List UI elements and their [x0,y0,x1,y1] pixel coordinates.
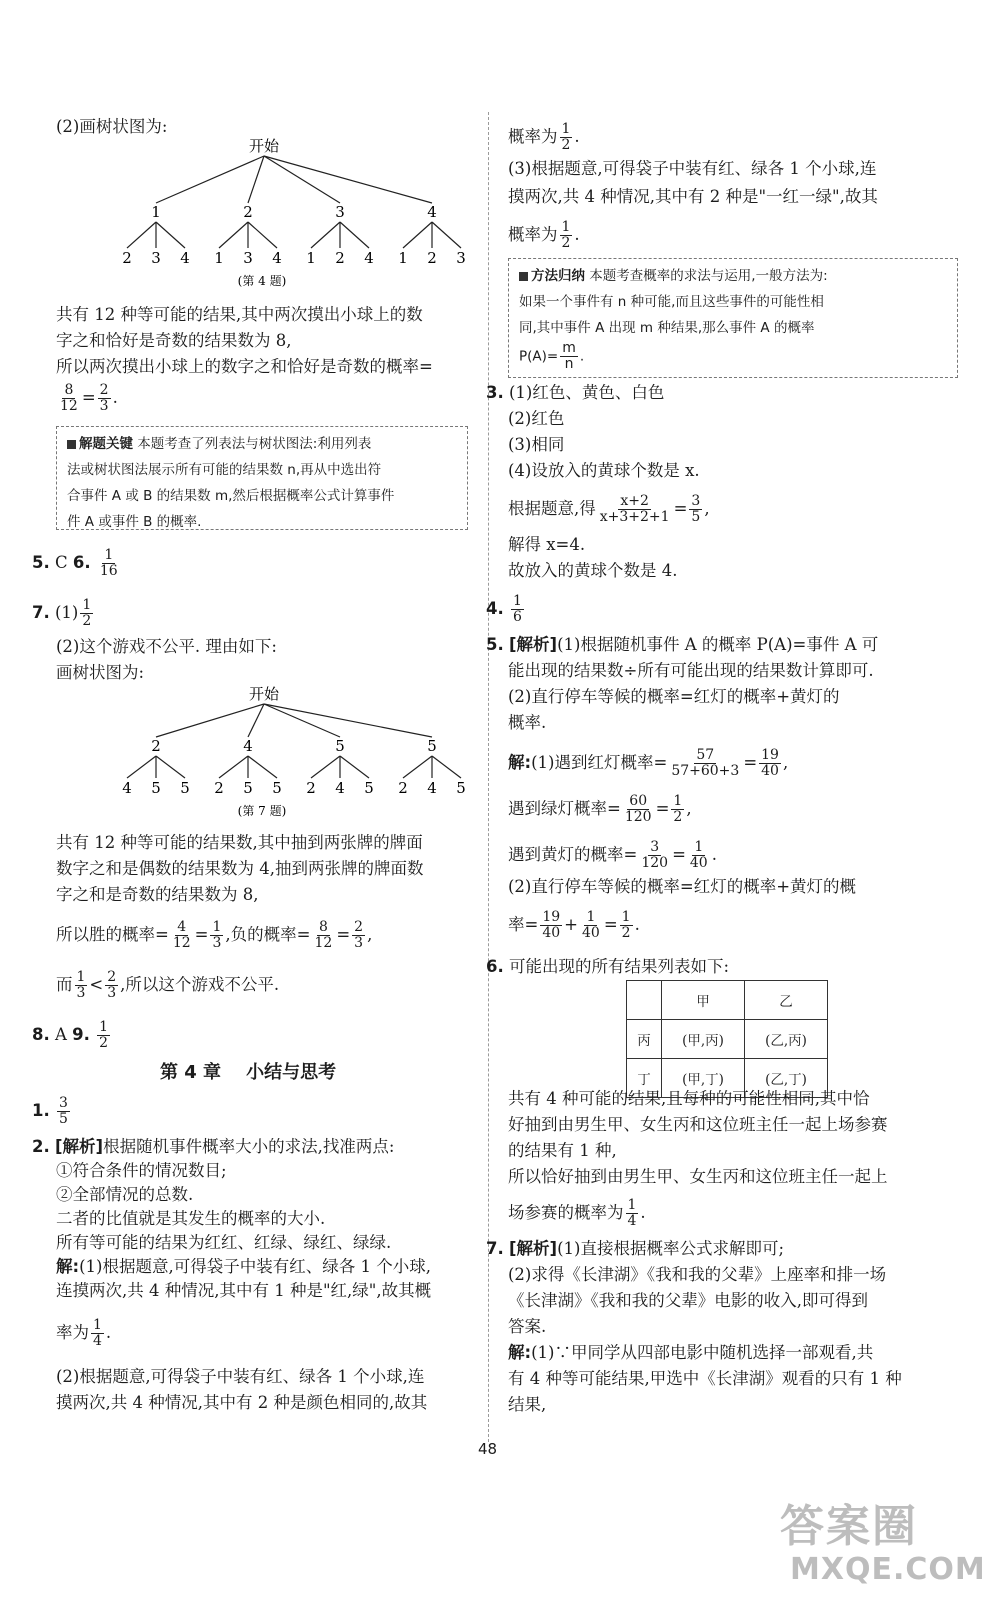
formula-line: 率为 $\frac{1}{4}$ . [56,1317,112,1349]
tree-branch [403,222,432,248]
tree-branch [156,704,264,737]
tree-branch [264,156,340,203]
square-bullet-icon [67,440,76,449]
table-cell [627,981,662,1020]
tree-leaf-label: 5 [151,779,161,797]
table-row [627,1020,828,1059]
table-cell: 乙 [745,981,828,1020]
table-cell: 甲 [662,981,745,1020]
tree-leaf-label: 2 [335,249,345,267]
tree-leaf-label: 5 [243,779,253,797]
text-line: 结果, [508,1395,547,1414]
text-line: (4)设放入的黄球个数是 x. [508,461,700,480]
formula-line: 概率为 $\frac{1}{2}$ . [508,219,580,251]
text-line: 画树状图为: [56,663,145,682]
formula-line: 率= $\frac{19}{40}$ + $\frac{1}{40}$ = $\frac{1}{2}$ . [508,909,640,941]
text-line: ①符合条件的情况数目; [56,1161,227,1180]
tree-branch [156,756,185,778]
fraction: $\frac{1}{16}$ [99,547,118,579]
tree-branch [219,756,248,778]
text-line: 解:(1)根据题意,可得袋子中装有红、绿各 1 个小球, [56,1257,431,1276]
tree-branch [340,222,369,248]
tree-node-label: 5 [427,737,437,755]
text-line: 《长津湖》《我和我的父辈》电影的收入,即可得到 [508,1291,868,1310]
text-line: (2)画树状图为: [56,117,168,136]
tree-leaf-label: 4 [180,249,190,267]
tree-branch [403,756,432,778]
answer-line-q5: 5. [解析](1)根据随机事件 A 的概率 P(A)=事件 A 可 [486,635,879,654]
text-line: 所以恰好抽到由男生甲、女生丙和这位班主任一起上 [508,1167,888,1186]
key-points-box: 解题关键 本题考查了列表法与树状图法:利用列表 法或树状图法展示所有可能的结果数 n,再从中选出符 合事件 A 或 B 的结果数 m,然后根据概率公式计算事件 件 A 或事件 B 的概率. [56,426,468,530]
answer-line-c1: 1. $\frac{3}{5}$ [32,1095,68,1127]
tree-node-label: 2 [151,737,161,755]
page-number: 48 [478,1440,498,1458]
tree-branch [264,704,340,737]
text-line: (2)求得《长津湖》《我和我的父辈》上座率和排一场 [508,1265,887,1284]
tree-branch [156,222,185,248]
table-cell: (甲,丙) [662,1020,745,1059]
text-line: 所以两次摸出小球上的数字之和恰好是奇数的概率= [56,357,433,376]
tree-leaf-label: 4 [364,249,374,267]
table-row [627,981,828,1020]
text-line: 共有 12 种等可能的结果数,其中抽到两张牌的牌面 [56,833,423,852]
answer-line-8-9: 8. A 9. $\frac{1}{2}$ [32,1019,109,1051]
tree-root-label: 开始 [248,685,280,703]
formula-line: 遇到绿灯概率= $\frac{60}{120}$ = $\frac{1}{2}$ , [508,793,692,825]
tree-branch [264,704,432,737]
text-line: 解:(1)∵甲同学从四部电影中随机选择一部观看,共 [508,1343,874,1362]
tree-leaf-label: 1 [306,249,316,267]
tree-branch [432,756,461,778]
tree-leaf-label: 1 [398,249,408,267]
formula-line: $\frac{8}{12}$ = $\frac{2}{3}$ . [60,382,118,414]
text-line: 的结果有 1 种, [508,1141,617,1160]
tree-root-label: 开始 [248,137,280,155]
text-line: (2)直行停车等候的概率=红灯的概率+黄灯的 [508,687,840,706]
tree-caption: (第 7 题) [237,804,287,818]
fraction: $\frac{2}{3}$ [99,382,109,414]
watermark-text: 答案圈 [780,1501,918,1552]
tree-branch [127,756,156,778]
text-line: 连摸两次,共 4 种情况,其中有 1 种是"红,绿",故其概 [56,1281,432,1300]
tree-branch [432,222,461,248]
tree-leaf-label: 2 [122,249,132,267]
tree-node-label: 3 [335,203,345,221]
fraction: $\frac{1}{2}$ [82,597,92,629]
tree-leaf-label: 4 [335,779,345,797]
text-line: (3)相同 [508,435,565,454]
text-line: 概率. [508,713,547,732]
tree-branch [248,756,277,778]
tree-leaf-label: 5 [272,779,282,797]
text-line: (2)这个游戏不公平. 理由如下: [56,637,277,656]
table-cell: (甲,丁) [662,1059,745,1098]
watermark-logo [780,1490,990,1595]
tree-caption: (第 4 题) [237,274,287,288]
tree-branch [311,222,340,248]
tree-leaf-label: 3 [243,249,253,267]
tree-branch [127,222,156,248]
tree-leaf-label: 5 [180,779,190,797]
tree-node-label: 1 [151,203,161,221]
formula-line: 遇到黄灯的概率= $\frac{3}{120}$ = $\frac{1}{40}$ . [508,839,717,871]
text-line: 字之和是奇数的结果数为 8, [56,885,259,904]
text-line: 答案. [508,1317,547,1336]
text-line: 共有 4 种可能的结果,且每种的可能性相同,其中恰 [508,1089,870,1108]
text-line: 摸两次,共 4 种情况,其中有 2 种是颜色相同的,故其 [56,1393,428,1412]
tree-leaf-label: 4 [272,249,282,267]
text-line: (3)根据题意,可得袋子中装有红、绿各 1 个小球,连 [508,159,877,178]
tree-leaf-label: 3 [456,249,466,267]
text-line: 数字之和是偶数的结果数为 4,抽到两张牌的牌面数 [56,859,424,878]
fraction: $\frac{8}{12}$ [60,382,78,414]
tree-leaf-label: 2 [306,779,316,797]
answer-line-q3: 3. (1)红色、黄色、白色 [486,383,665,402]
text-line: 二者的比值就是其发生的概率的大小. [56,1209,326,1228]
table-cell: 丁 [627,1059,662,1098]
tree-branch [264,156,432,203]
formula-line: 概率为 $\frac{1}{2}$ . [508,121,580,153]
tree-diagram-q7 [72,683,466,823]
table-cell: 丙 [627,1020,662,1059]
tree-leaf-label: 1 [214,249,224,267]
formula-line: 根据题意,得 $\frac{x+2}{x+3+2+1}$ = $\frac{3}{5}$ , [508,493,710,525]
answer-line-q4: 4. $\frac{1}{6}$ [486,593,522,625]
method-summary-box: 方法归纳 本题考查概率的求法与运用,一般方法为: 如果一个事件有 n 种可能,而且这些事件的可能性相 同,其中事件 A 出现 m 种结果,那么事件 A 的概率 P(A)= $\frac{m}{n}$ . [508,258,958,378]
tree-leaf-label: 2 [427,249,437,267]
tree-branch [248,156,264,203]
formula-line: 解:(1)遇到红灯概率= $\frac{57}{57+60+3}$ = $\frac{19}{40}$ , [508,747,789,779]
tree-leaf-label: 4 [122,779,132,797]
tree-leaf-label: 2 [214,779,224,797]
tree-branch [248,222,277,248]
answer-line-q7: 7. [解析](1)直接根据概率公式求解即可; [486,1239,785,1258]
tree-node-label: 5 [335,737,345,755]
tree-node-label: 2 [243,203,253,221]
tree-branch [156,156,264,203]
text-line: 共有 12 种等可能的结果,其中两次摸出小球上的数 [56,305,423,324]
text-line: (2)红色 [508,409,565,428]
answer-line-5-6: 5. C 6. $\frac{1}{16}$ [32,547,118,579]
table-cell: (乙,丁) [745,1059,828,1098]
tree-node-label: 4 [427,203,437,221]
tree-leaf-label: 5 [456,779,466,797]
text-line: 好抽到由男生甲、女生丙和这位班主任一起上场参赛 [508,1115,888,1134]
formula-line: 场参赛的概率为 $\frac{1}{4}$ . [508,1197,646,1229]
answer-line-7: 7. (1) $\frac{1}{2}$ [32,597,92,629]
tree-branch [219,222,248,248]
text-line: 故放入的黄球个数是 4. [508,561,678,580]
text-line: 所有等可能的结果为红红、红绿、绿红、绿绿. [56,1233,392,1252]
results-table [626,980,828,1098]
tree-branch [311,756,340,778]
tree-leaf-label: 4 [427,779,437,797]
formula-line: 而 $\frac{1}{3}$ < $\frac{2}{3}$ ,所以这个游戏不公平. [56,969,280,1001]
tree-node-label: 4 [243,737,253,755]
tree-leaf-label: 5 [364,779,374,797]
text-line: 能出现的结果数÷所有可能出现的结果数计算即可. [508,661,874,680]
tree-leaf-label: 2 [398,779,408,797]
table-cell: (乙,丙) [745,1020,828,1059]
tree-branch [248,704,264,737]
tree-branch [340,756,369,778]
text-line: (2)直行停车等候的概率=红灯的概率+黄灯的概 [508,877,857,896]
text-line: 解得 x=4. [508,535,586,554]
chapter-heading: 第 4 章 小结与思考 [160,1062,337,1083]
text-line: ②全部情况的总数. [56,1185,194,1204]
text-line: 字之和恰好是奇数的结果数为 8, [56,331,292,350]
text-line: 摸两次,共 4 种情况,其中有 2 种是"一红一绿",故其 [508,187,878,206]
answer-line-c2: 2. [解析]根据随机事件概率大小的求法,找准两点: [32,1137,395,1156]
answer-line-q6: 6. 可能出现的所有结果列表如下: [486,957,730,976]
text-line: (2)根据题意,可得袋子中装有红、绿各 1 个小球,连 [56,1367,425,1386]
text-line: 有 4 种等可能结果,甲选中《长津湖》观看的只有 1 种 [508,1369,902,1388]
tree-diagram-q4 [72,135,466,290]
watermark-url: MXQE.COM [790,1552,986,1587]
tree-leaf-label: 3 [151,249,161,267]
square-bullet-icon [519,272,528,281]
formula-line: 所以胜的概率= $\frac{4}{12}$ = $\frac{1}{3}$ ,负的概率= $\frac{8}{12}$ = $\frac{2}{3}$ , [56,919,373,951]
